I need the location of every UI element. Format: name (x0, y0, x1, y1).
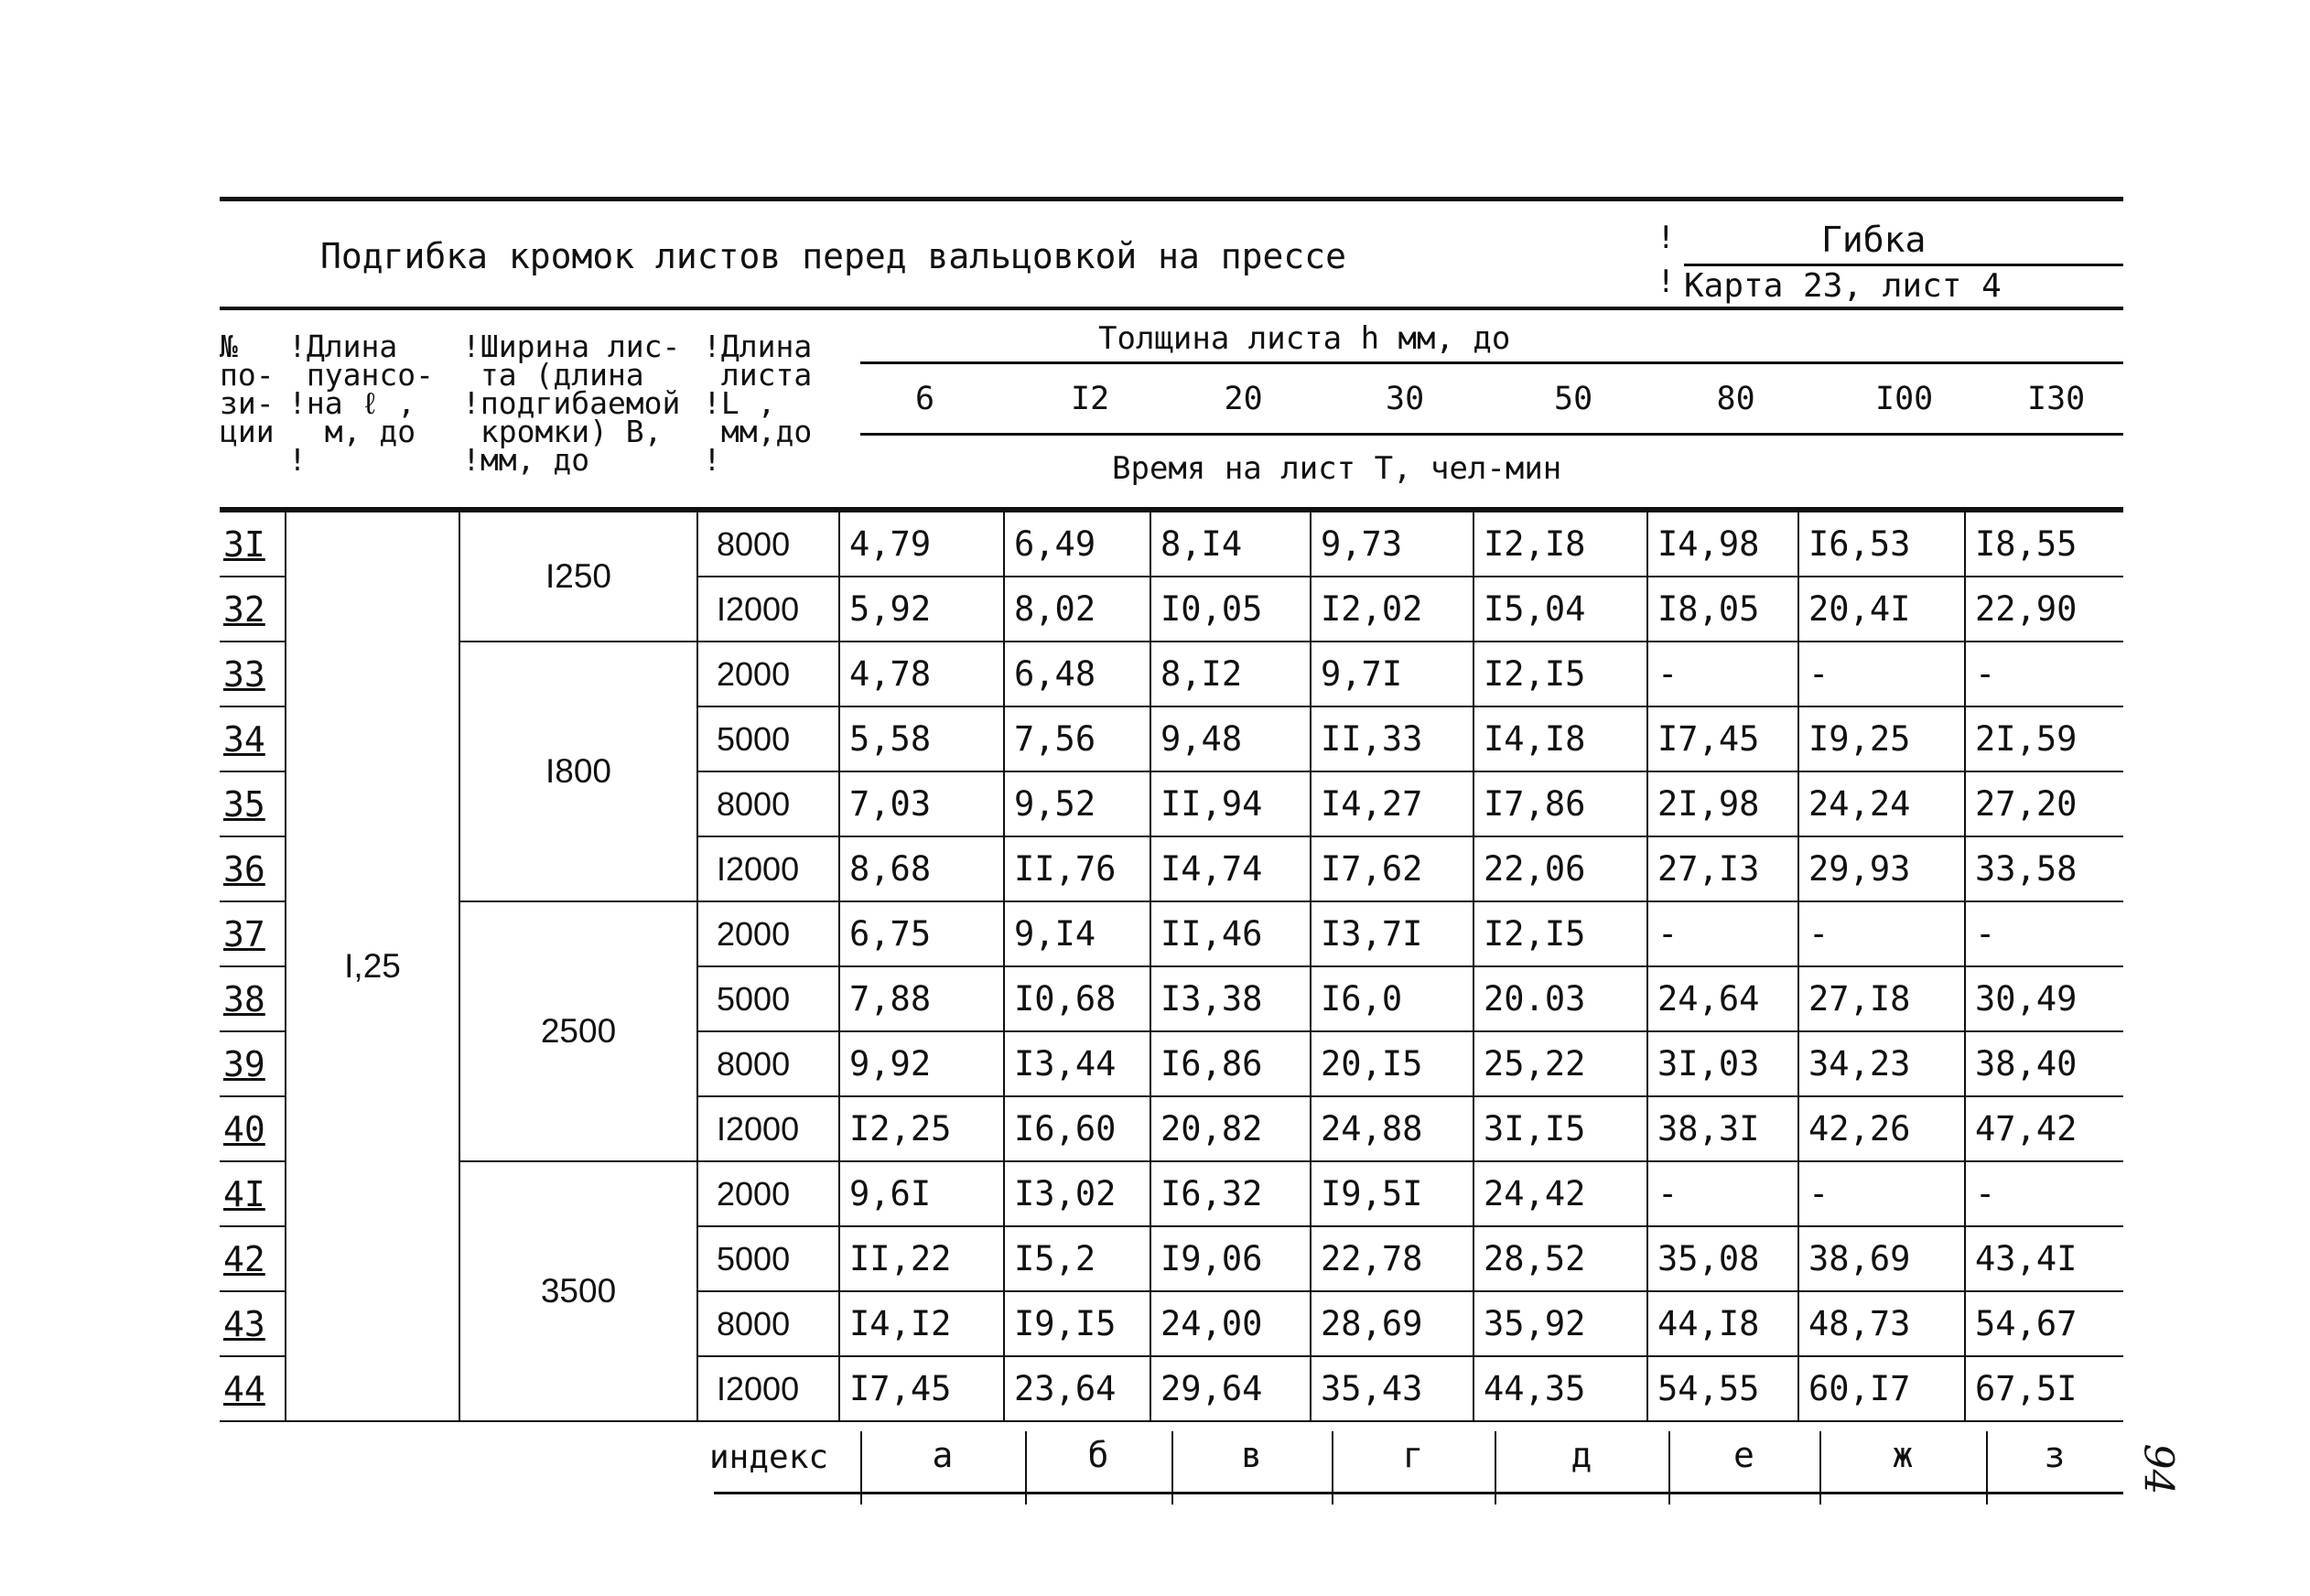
index-letter: а (932, 1435, 954, 1475)
time-value-cell: 24,88 (1311, 1096, 1473, 1161)
time-value-cell: 8,68 (839, 836, 1004, 901)
time-value-cell: 28,52 (1473, 1226, 1647, 1291)
time-value-cell: 38,3I (1647, 1096, 1798, 1161)
time-value-cell: I3,44 (1004, 1031, 1150, 1096)
time-value-cell: 7,03 (839, 771, 1004, 836)
time-value-cell: II,76 (1004, 836, 1150, 901)
time-value-cell: 67,5I (1965, 1356, 2123, 1421)
time-value-cell: 33,58 (1965, 836, 2123, 901)
sheet-length-cell: 2000 (697, 1161, 839, 1226)
sheet-length-cell: 8000 (697, 1291, 839, 1356)
time-value-cell: I4,27 (1311, 771, 1473, 836)
index-letter: е (1733, 1435, 1754, 1475)
time-value-cell: 34,23 (1798, 1031, 1965, 1096)
time-value-cell: I2,I8 (1473, 512, 1647, 577)
header-position: № по- зи- ции (220, 329, 275, 449)
thickness-value: 30 (1386, 381, 1425, 417)
time-value-cell: 22,78 (1311, 1226, 1473, 1291)
time-value-cell: I6,86 (1150, 1031, 1311, 1096)
position-number: 3I (220, 512, 286, 577)
index-footer (220, 1422, 2123, 1495)
sheet-length-cell: I2000 (697, 1096, 839, 1161)
thickness-value: 50 (1554, 381, 1593, 417)
index-label: индекс (709, 1439, 829, 1476)
time-value-cell: 24,00 (1150, 1291, 1311, 1356)
sheet-width-cell: I800 (459, 642, 697, 901)
divider (860, 433, 2123, 436)
thickness-value: 80 (1716, 381, 1755, 417)
time-value-cell: I9,25 (1798, 706, 1965, 771)
position-number: 42 (220, 1226, 286, 1291)
time-value-cell: 38,69 (1798, 1226, 1965, 1291)
column-headers (220, 310, 2123, 511)
time-value-cell: - (1798, 1161, 1965, 1226)
time-value-cell: 2I,98 (1647, 771, 1798, 836)
time-value-cell: 9,48 (1150, 706, 1311, 771)
document-header (220, 197, 2123, 310)
separator-mark: ! (1657, 220, 1676, 256)
time-value-cell: 54,55 (1647, 1356, 1798, 1421)
divider (1684, 264, 2123, 266)
time-value-cell: I9,06 (1150, 1226, 1311, 1291)
position-number: 40 (220, 1096, 286, 1161)
time-value-cell: I2,I5 (1473, 901, 1647, 966)
time-value-cell: 8,I4 (1150, 512, 1311, 577)
position-number: 35 (220, 771, 286, 836)
time-value-cell: I3,02 (1004, 1161, 1150, 1226)
sheet-width-cell: 3500 (459, 1161, 697, 1421)
table-row (220, 901, 2123, 966)
time-value-cell: 48,73 (1798, 1291, 1965, 1356)
index-letter: ж (1892, 1435, 1914, 1475)
time-value-cell: 7,88 (839, 966, 1004, 1031)
time-value-cell: 25,22 (1473, 1031, 1647, 1096)
time-value-cell: I4,I2 (839, 1291, 1004, 1356)
sheet-length-cell: I2000 (697, 836, 839, 901)
time-value-cell: 9,92 (839, 1031, 1004, 1096)
time-value-cell: I4,98 (1647, 512, 1798, 577)
time-value-cell: 4,78 (839, 642, 1004, 706)
time-value-cell: I0,05 (1150, 577, 1311, 642)
time-value-cell: I8,05 (1647, 577, 1798, 642)
time-value-cell: I7,86 (1473, 771, 1647, 836)
time-value-cell: 35,92 (1473, 1291, 1647, 1356)
time-value-cell: 22,90 (1965, 577, 2123, 642)
index-letter: з (2044, 1435, 2066, 1475)
time-value-cell: 23,64 (1004, 1356, 1150, 1421)
position-number: 32 (220, 577, 286, 642)
time-value-cell: 20,I5 (1311, 1031, 1473, 1096)
time-value-cell: I2,I5 (1473, 642, 1647, 706)
position-number: 38 (220, 966, 286, 1031)
sheet-length-cell: I2000 (697, 577, 839, 642)
time-value-cell: I9,5I (1311, 1161, 1473, 1226)
thickness-value: I00 (1875, 381, 1934, 417)
time-value-cell: II,22 (839, 1226, 1004, 1291)
time-value-cell: 2I,59 (1965, 706, 2123, 771)
time-value-cell: I6,53 (1798, 512, 1965, 577)
header-sheet-width: !Ширина лис- та (длина !подгибаемой кромки) В, !мм, до (462, 329, 681, 478)
time-value-cell: - (1965, 1161, 2123, 1226)
position-number: 34 (220, 706, 286, 771)
time-value-cell: 44,35 (1473, 1356, 1647, 1421)
sheet-length-cell: 5000 (697, 966, 839, 1031)
position-number: 33 (220, 642, 286, 706)
time-value-cell: 29,93 (1798, 836, 1965, 901)
norms-table (220, 511, 2123, 1422)
time-value-cell: I4,I8 (1473, 706, 1647, 771)
time-value-cell: - (1647, 1161, 1798, 1226)
time-value-cell: 9,52 (1004, 771, 1150, 836)
time-value-cell: 9,73 (1311, 512, 1473, 577)
time-value-cell: 20,4I (1798, 577, 1965, 642)
time-value-cell: 27,20 (1965, 771, 2123, 836)
time-value-cell: II,33 (1311, 706, 1473, 771)
index-letter: б (1087, 1435, 1109, 1475)
time-value-cell: - (1965, 642, 2123, 706)
time-value-cell: 42,26 (1798, 1096, 1965, 1161)
time-value-cell: I5,04 (1473, 577, 1647, 642)
time-value-cell: I7,62 (1311, 836, 1473, 901)
time-value-cell: 28,69 (1311, 1291, 1473, 1356)
sheet-length-cell: 8000 (697, 1031, 839, 1096)
sheet-length-cell: I2000 (697, 1356, 839, 1421)
time-value-cell: I3,38 (1150, 966, 1311, 1031)
table-row (220, 1161, 2123, 1226)
time-value-cell: - (1798, 901, 1965, 966)
position-number: 36 (220, 836, 286, 901)
sheet-length-cell: 2000 (697, 901, 839, 966)
time-value-cell: 3I,I5 (1473, 1096, 1647, 1161)
time-value-cell: I8,55 (1965, 512, 2123, 577)
header-punch-length: !Длина пуансо- !на ℓ , м, до ! (288, 329, 434, 478)
time-value-cell: 22,06 (1473, 836, 1647, 901)
sheet-length-cell: 5000 (697, 1226, 839, 1291)
sheet-length-cell: 8000 (697, 512, 839, 577)
time-value-cell: 9,7I (1311, 642, 1473, 706)
position-number: 43 (220, 1291, 286, 1356)
time-value-cell: I6,0 (1311, 966, 1473, 1031)
time-value-cell: I6,32 (1150, 1161, 1311, 1226)
time-value-cell: 5,58 (839, 706, 1004, 771)
time-value-cell: 6,49 (1004, 512, 1150, 577)
time-value-cell: 60,I7 (1798, 1356, 1965, 1421)
time-value-cell: - (1798, 642, 1965, 706)
time-value-cell: I2,02 (1311, 577, 1473, 642)
table-row (220, 512, 2123, 577)
punch-length-cell: I,25 (286, 512, 459, 1421)
index-letters (842, 1435, 2123, 1495)
thickness-value: I30 (2027, 381, 2086, 417)
sheet-width-cell: 2500 (459, 901, 697, 1161)
sheet-length-cell: 8000 (697, 771, 839, 836)
time-value-cell: 27,I3 (1647, 836, 1798, 901)
time-value-cell: - (1647, 642, 1798, 706)
index-letter: г (1402, 1435, 1424, 1475)
thickness-value: I2 (1071, 381, 1110, 417)
time-value-cell: 47,42 (1965, 1096, 2123, 1161)
time-value-cell: 29,64 (1150, 1356, 1311, 1421)
time-value-cell: 35,08 (1647, 1226, 1798, 1291)
time-value-cell: I4,74 (1150, 836, 1311, 901)
sheet-length-cell: 2000 (697, 642, 839, 706)
time-value-cell: 8,02 (1004, 577, 1150, 642)
header-time: Время на лист Т, чел-мин (1112, 450, 1562, 487)
time-value-cell: 6,48 (1004, 642, 1150, 706)
time-value-cell: I6,60 (1004, 1096, 1150, 1161)
time-value-cell: I9,I5 (1004, 1291, 1150, 1356)
time-value-cell: 9,I4 (1004, 901, 1150, 966)
index-letter: в (1241, 1435, 1262, 1475)
divider (714, 1492, 2123, 1494)
time-value-cell: - (1965, 901, 2123, 966)
time-value-cell: 38,40 (1965, 1031, 2123, 1096)
thickness-value: 6 (915, 381, 935, 417)
table-row (220, 642, 2123, 706)
time-value-cell: 43,4I (1965, 1226, 2123, 1291)
time-value-cell: 35,43 (1311, 1356, 1473, 1421)
time-value-cell: 24,24 (1798, 771, 1965, 836)
time-value-cell: 27,I8 (1798, 966, 1965, 1031)
time-value-cell: I5,2 (1004, 1226, 1150, 1291)
time-value-cell: 3I,03 (1647, 1031, 1798, 1096)
category-label: Гибка (1821, 220, 1927, 260)
time-value-cell: 20,82 (1150, 1096, 1311, 1161)
page-number: 94 (2134, 1443, 2182, 1495)
time-value-cell: 44,I8 (1647, 1291, 1798, 1356)
time-value-cell: 20.03 (1473, 966, 1647, 1031)
index-letter: д (1571, 1435, 1592, 1475)
time-value-cell: I7,45 (839, 1356, 1004, 1421)
time-value-cell: I2,25 (839, 1096, 1004, 1161)
separator-mark: ! (1657, 264, 1676, 300)
time-value-cell: 6,75 (839, 901, 1004, 966)
document-title: Подгибка кромок листов перед вальцовкой на прессе (320, 236, 1347, 276)
time-value-cell: 54,67 (1965, 1291, 2123, 1356)
time-value-cell: 24,42 (1473, 1161, 1647, 1226)
time-value-cell: 8,I2 (1150, 642, 1311, 706)
time-value-cell: II,46 (1150, 901, 1311, 966)
thickness-value: 20 (1224, 381, 1263, 417)
sheet-width-cell: I250 (459, 512, 697, 642)
time-value-cell: 24,64 (1647, 966, 1798, 1031)
card-info (1657, 212, 2123, 304)
time-value-cell: - (1647, 901, 1798, 966)
time-value-cell: 5,92 (839, 577, 1004, 642)
time-value-cell: I3,7I (1311, 901, 1473, 966)
position-number: 37 (220, 901, 286, 966)
document-sheet (220, 197, 2123, 1495)
time-value-cell: 9,6I (839, 1161, 1004, 1226)
time-value-cell: 30,49 (1965, 966, 2123, 1031)
position-number: 4I (220, 1161, 286, 1226)
position-number: 44 (220, 1356, 286, 1421)
time-value-cell: 7,56 (1004, 706, 1150, 771)
header-sheet-length: !Длина листа !L , мм,до ! (703, 329, 813, 478)
time-value-cell: II,94 (1150, 771, 1311, 836)
position-number: 39 (220, 1031, 286, 1096)
sheet-length-cell: 5000 (697, 706, 839, 771)
time-value-cell: 4,79 (839, 512, 1004, 577)
card-label: Карта 23, лист 4 (1684, 267, 2002, 305)
divider (860, 361, 2123, 364)
time-value-cell: I0,68 (1004, 966, 1150, 1031)
header-thickness: Толщина листа h мм, до (1098, 320, 1511, 357)
time-value-cell: I7,45 (1647, 706, 1798, 771)
